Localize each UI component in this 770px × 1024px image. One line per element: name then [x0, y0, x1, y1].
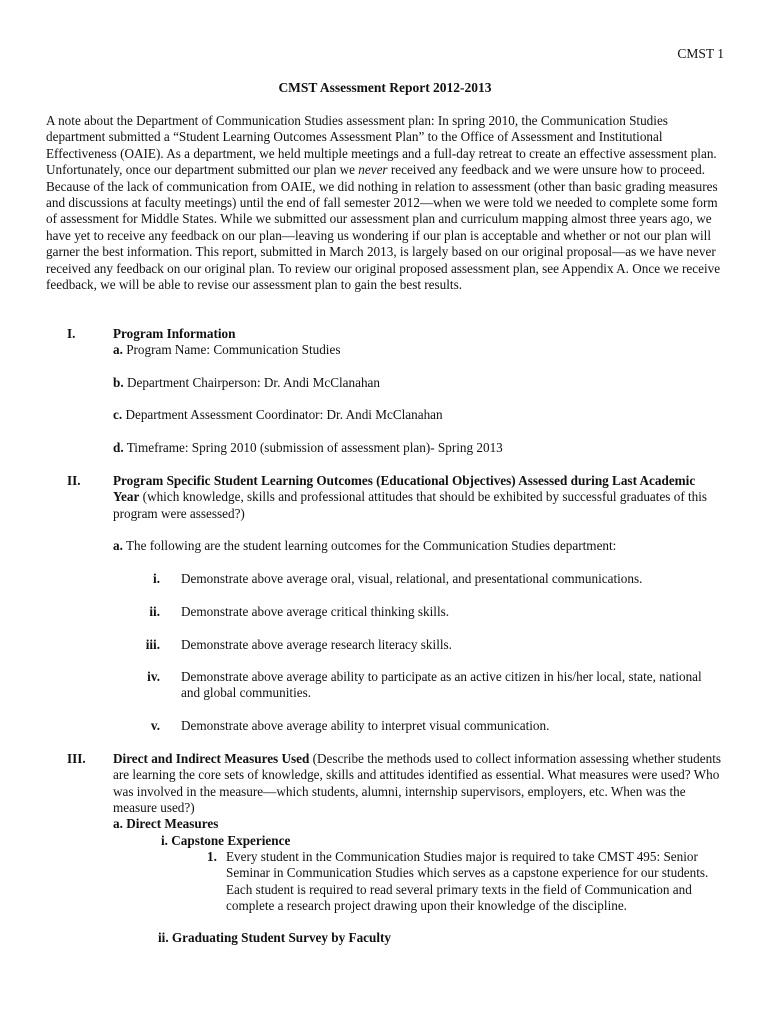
section-2-numeral: II. — [67, 473, 81, 488]
item-label: i. — [161, 833, 168, 848]
outcome-text: Demonstrate above average research literacy skills. — [181, 637, 452, 652]
outcome-item — [0, 604, 770, 624]
outcome-text: Demonstrate above average ability to participate as an active citizen in his/her local, state, national and global communities. — [181, 669, 702, 701]
item-label: d. — [113, 440, 124, 455]
section-3-heading-block — [113, 751, 723, 817]
outcome-item — [0, 637, 770, 657]
section-1-numeral: I. — [67, 326, 76, 341]
capstone-description: Every student in the Communication Studies major is required to take CMST 495: Senior Seminar in Communication Studies which serves as a capstone experience for our students. Each student is required to read several primary texts in the field of Communication and complete a research project drawing upon their knowledge of the discipline. — [226, 849, 709, 914]
item-label: ii. — [158, 930, 169, 945]
page-header: CMST 1 — [677, 46, 724, 61]
intro-text-2: received any feedback and we were unsure how to proceed. Because of the lack of communication from OAIE, we did nothing in relation to assessment (other than basic grading measures and discussions at faculty meetings) until the end of fall semester 2012—when we were told we needed to complete some form of assessment for Middle States. While we submitted our assessment plan and curriculum mapping almost three years ago, we have yet to receive any feedback on our plan—leaving us wondering if our plan is acceptable and whether or not our plan will garner the best information. This report, submitted in March 2013, is largely based on our original proposal—as we have never received any feedback on our original plan. To review our original proposed assessment plan, see Appendix A. Once we receive feedback, we will be able to revise our assessment plan to gain the best results. — [46, 162, 721, 293]
item-label: a. — [113, 816, 123, 831]
capstone-number: 1. — [207, 849, 217, 864]
item-text: The following are the student learning outcomes for the Communication Studies department: — [125, 538, 617, 553]
outcome-number: ii. — [149, 604, 160, 619]
graduating-survey-heading — [158, 930, 391, 946]
section-1-item-c — [113, 407, 443, 423]
section-2-heading-note: (which knowledge, skills and professional attitudes that should be exhibited by successful graduates of this program were assessed?) — [113, 489, 708, 521]
item-title: Direct Measures — [126, 816, 219, 831]
intro-emphasis: never — [358, 162, 388, 178]
outcome-item — [0, 669, 770, 705]
intro-paragraph — [46, 113, 726, 293]
item-label: c. — [113, 407, 123, 422]
outcome-text: Demonstrate above average critical thinking skills. — [181, 604, 450, 619]
section-1-item-b — [113, 375, 380, 391]
item-label: b. — [113, 375, 124, 390]
item-text: Program Name: Communication Studies — [126, 342, 341, 357]
outcome-number: v. — [150, 718, 160, 733]
outcome-text: Demonstrate above average ability to interpret visual communication. — [181, 718, 550, 733]
outcome-text: Demonstrate above average oral, visual, relational, and presentational communications. — [181, 571, 643, 586]
section-3-heading: Direct and Indirect Measures Used — [113, 751, 310, 766]
section-2-heading: Program Specific Student Learning Outcomes (Educational Objectives) Assessed during Last Academic Year — [113, 473, 696, 505]
intro-text-1: A note about the Department of Communication Studies assessment plan: In spring 2010, the Communication Studies department submitted a “Student Learning Outcomes Assessment Plan” to the Office of Assessment and Institutional Effectiveness (OAIE). As a department, we held multiple meetings and a full-day retreat to create an effective assessment plan. Unfortunately, once our department submitted our plan we — [46, 113, 717, 178]
outcome-number: iv. — [147, 669, 160, 684]
section-1-item-a — [113, 342, 340, 358]
section-2-heading-block — [113, 473, 723, 522]
section-2-item-a — [113, 538, 723, 554]
item-label: a. — [113, 538, 123, 553]
item-text: Department Chairperson: Dr. Andi McClanahan — [126, 375, 381, 390]
outcome-item — [0, 571, 770, 591]
item-title: Graduating Student Survey by Faculty — [171, 930, 392, 945]
capstone-heading — [161, 833, 290, 849]
direct-measures-heading — [113, 816, 218, 832]
item-title: Capstone Experience — [171, 833, 291, 848]
section-3-heading-note: (Describe the methods used to collect information assessing whether students are learning the core sets of knowledge, skills and attitudes identified as essential. What measures were used? Who was involved in the measure—which students, alumni, internship supervisors, employers, etc. When was the measure used?) — [113, 751, 721, 816]
document-title: CMST Assessment Report 2012-2013 — [278, 80, 492, 95]
outcome-item — [0, 718, 770, 738]
outcome-number: iii. — [145, 637, 160, 652]
section-1-heading: Program Information — [113, 326, 236, 341]
item-label: a. — [113, 342, 123, 357]
outcome-number: i. — [153, 571, 160, 586]
item-text: Department Assessment Coordinator: Dr. Andi McClanahan — [125, 407, 443, 422]
item-text: Timeframe: Spring 2010 (submission of assessment plan)- Spring 2013 — [126, 440, 503, 455]
section-1-item-d — [113, 440, 503, 456]
section-3-numeral: III. — [67, 751, 86, 766]
